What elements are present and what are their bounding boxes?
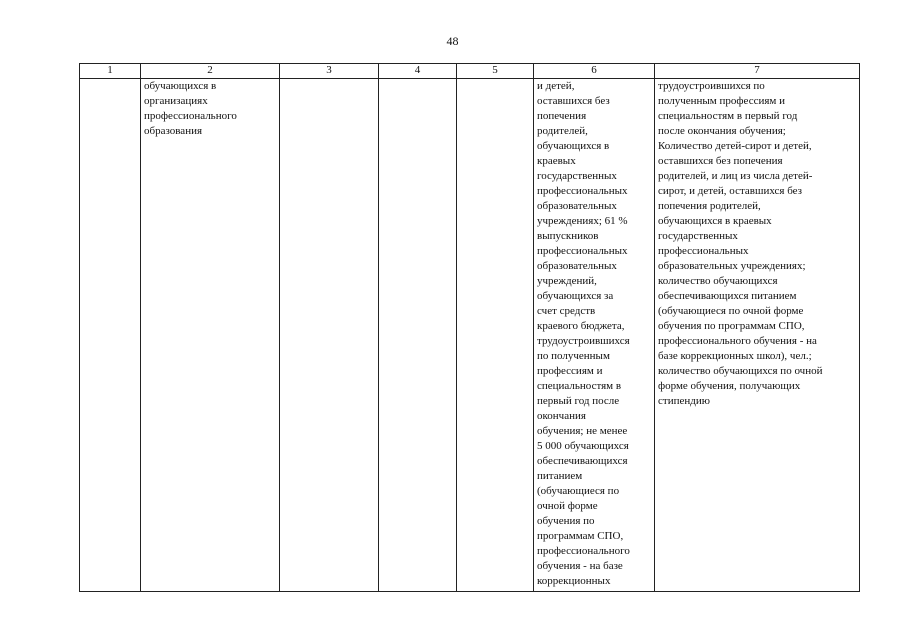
cell-text-line: специальностям в <box>537 380 622 392</box>
cell-text-line: трудоустроившихся по <box>658 80 765 92</box>
cell-text-line: попечения <box>537 110 587 122</box>
cell-text-line: программам СПО, <box>537 530 624 542</box>
table-cell-col2 <box>141 79 280 592</box>
table-cell-col3 <box>280 79 379 592</box>
cell-text-line: первый год после <box>537 395 620 407</box>
page-number: 48 <box>446 34 459 48</box>
cell-text-line: (обучающиеся по <box>537 485 620 497</box>
cell-text-line: обеспечивающихся <box>537 455 628 467</box>
cell-text-line: окончания <box>537 410 586 422</box>
cell-text-line: государственных <box>537 170 617 182</box>
column-header-4: 4 <box>379 64 457 79</box>
cell-text-line: обеспечивающихся питанием <box>658 290 797 302</box>
cell-text-line: количество обучающихся <box>658 275 778 287</box>
cell-text-line: обучения - на базе <box>537 560 623 572</box>
cell-text-line: профессиональных <box>537 245 628 257</box>
column-header-6: 6 <box>534 64 655 79</box>
cell-text-line: счет средств <box>537 305 596 317</box>
table-cell-col5 <box>457 79 534 592</box>
cell-text-line: питанием <box>537 470 583 482</box>
table-cell-col7 <box>655 79 860 592</box>
cell-text-line: образования <box>144 125 203 137</box>
cell-text-line: обучающихся в <box>537 140 610 152</box>
cell-text-line: обучения; не менее <box>537 425 628 437</box>
cell-text-line: учреждениях; 61 % <box>537 215 628 227</box>
cell-text-line: образовательных учреждениях; <box>658 260 806 272</box>
cell-text-line: профессионального обучения - на <box>658 335 817 347</box>
cell-text-line: коррекционных <box>537 575 611 587</box>
column-header-7: 7 <box>655 64 860 79</box>
cell-text-line: полученным профессиям и <box>658 95 785 107</box>
cell-text-line: образовательных <box>537 260 617 272</box>
cell-text-line: родителей, и лиц из числа детей- <box>658 170 813 182</box>
cell-text-line: учреждений, <box>537 275 597 287</box>
column-header-2: 2 <box>141 64 280 79</box>
cell-text-line: и детей, <box>537 80 575 92</box>
cell-text-line: базе коррекционных школ), чел.; <box>658 350 812 362</box>
table-cell-col1 <box>80 79 141 592</box>
cell-text-line: по полученным <box>537 350 610 362</box>
cell-text-line: профессионального <box>537 545 630 557</box>
cell-text-line: обучающихся в <box>144 80 217 92</box>
cell-text-line: профессионального <box>144 110 237 122</box>
cell-text-line: обучения по <box>537 515 595 527</box>
table-header-row <box>80 64 860 79</box>
cell-text-line: обучения по программам СПО, <box>658 320 805 332</box>
cell-text-line: государственных <box>658 230 738 242</box>
cell-text-line: оставшихся без попечения <box>658 155 783 167</box>
cell-text-line: форме обучения, получающих <box>658 380 801 392</box>
column-header-1: 1 <box>80 64 141 79</box>
document-table <box>79 63 860 592</box>
cell-text-line: очной форме <box>537 500 598 512</box>
cell-text-line: попечения родителей, <box>658 200 761 212</box>
cell-text-line: сирот, и детей, оставшихся без <box>658 185 803 197</box>
cell-text-line: краевого бюджета, <box>537 320 625 332</box>
cell-text-line: 5 000 обучающихся <box>537 440 629 452</box>
cell-text-line: выпускников <box>537 230 599 242</box>
cell-text-line: количество обучающихся по очной <box>658 365 823 377</box>
cell-text-line: трудоустроившихся <box>537 335 630 347</box>
cell-text-line: организациях <box>144 95 208 107</box>
cell-text-line: краевых <box>537 155 576 167</box>
column-header-5: 5 <box>457 64 534 79</box>
cell-text-line: стипендию <box>658 395 710 407</box>
cell-text-line: обучающихся за <box>537 290 614 302</box>
cell-text-line: (обучающиеся по очной форме <box>658 305 804 317</box>
cell-text-line: профессиональных <box>658 245 749 257</box>
column-header-3: 3 <box>280 64 379 79</box>
cell-text-line: профессиональных <box>537 185 628 197</box>
cell-text-line: образовательных <box>537 200 617 212</box>
cell-text-line: оставшихся без <box>537 95 610 107</box>
table-row <box>80 79 860 592</box>
cell-text-line: профессиям и <box>537 365 603 377</box>
table-cell-col6 <box>534 79 655 592</box>
cell-text-line: специальностям в первый год <box>658 110 798 122</box>
cell-text-line: обучающихся в краевых <box>658 215 772 227</box>
table-cell-col4 <box>379 79 457 592</box>
cell-text-line: родителей, <box>537 125 588 137</box>
cell-text-line: после окончания обучения; <box>658 125 786 137</box>
cell-text-line: Количество детей-сирот и детей, <box>658 140 812 152</box>
